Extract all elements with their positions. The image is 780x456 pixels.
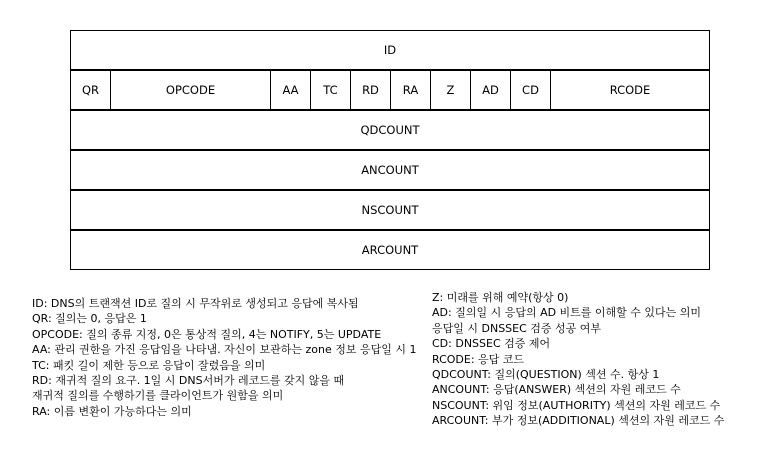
legend-id: ID: DNS의 트랜잭션 ID로 질의 시 무작위로 생성되고 응답에 복사됨	[32, 297, 359, 310]
legend-rcode: RCODE: 응답 코드	[432, 352, 525, 366]
aa-field: AA	[271, 71, 311, 109]
ancount-field: ANCOUNT	[361, 163, 419, 177]
rcode-field: RCODE	[609, 83, 651, 97]
id-field: ID	[383, 43, 397, 57]
opcode-field: OPCODE	[111, 71, 271, 109]
legend-arcount: ARCOUNT: 부가 정보(ADDITIONAL) 섹션의 자원 레코드 수	[432, 414, 725, 428]
legend-tc: TC: 패킷 길이 제한 등으로 응답이 잘렸음을 의미	[32, 358, 266, 372]
ancount-row	[70, 150, 710, 190]
cd-field: CD	[511, 71, 551, 109]
legend-ancount: ANCOUNT: 응답(ANSWER) 섹션의 자원 레코드 수	[432, 383, 681, 397]
arcount-field: ARCOUNT	[361, 243, 419, 257]
arcount-row	[70, 230, 710, 270]
legend-rd-continued: 재귀적 질의를 수행하기를 클라이언트가 원함을 의미	[32, 389, 284, 403]
flags-row	[70, 70, 710, 110]
qdcount-row	[70, 110, 710, 150]
id-row	[70, 30, 710, 70]
dns-header-diagram	[70, 30, 710, 270]
legend-ad-continued: 응답일 시 DNSSEC 검증 성공 여부	[432, 321, 602, 335]
legend-z: Z: 미래를 위해 예약(항상 0)	[432, 291, 569, 304]
legend-qr: QR: 질의는 0, 응답은 1	[32, 312, 147, 326]
legend-right	[432, 290, 724, 429]
ra-field: RA	[391, 71, 431, 109]
rd-field: RD	[351, 71, 391, 109]
legend-aa: AA: 관리 권한을 가진 응답임을 나타냄. 자신이 보관하는 zone 정보 응답일 시 1	[32, 343, 417, 357]
legend-cd: CD: DNSSEC 검증 제어	[432, 337, 551, 351]
z-field: Z	[431, 71, 471, 109]
nscount-row	[70, 190, 710, 230]
legend-opcode: OPCODE: 질의 종류 지정, 0은 통상적 질의, 4는 NOTIFY, 5는 UPDATE	[32, 327, 382, 341]
qdcount-field: QDCOUNT	[360, 123, 420, 137]
legend-ad: AD: 질의일 시 응답의 AD 비트를 이해할 수 있다는 의미	[432, 306, 702, 320]
qr-field: QR	[71, 71, 111, 109]
legend-nscount: NSCOUNT: 위임 정보(AUTHORITY) 섹션의 자원 레코드 수	[432, 398, 721, 412]
ad-field: AD	[471, 71, 511, 109]
legend-qdcount: QDCOUNT: 질의(QUESTION) 섹션 수. 항상 1	[432, 367, 660, 381]
legend-rd: RD: 재귀적 질의 요구. 1일 시 DNS서버가 레코드를 갖지 않을 때	[32, 373, 345, 387]
legend-left	[32, 296, 416, 419]
tc-field: TC	[311, 71, 351, 109]
legend-ra: RA: 이름 변환이 가능하다는 의미	[32, 404, 192, 418]
nscount-field: NSCOUNT	[361, 203, 419, 217]
